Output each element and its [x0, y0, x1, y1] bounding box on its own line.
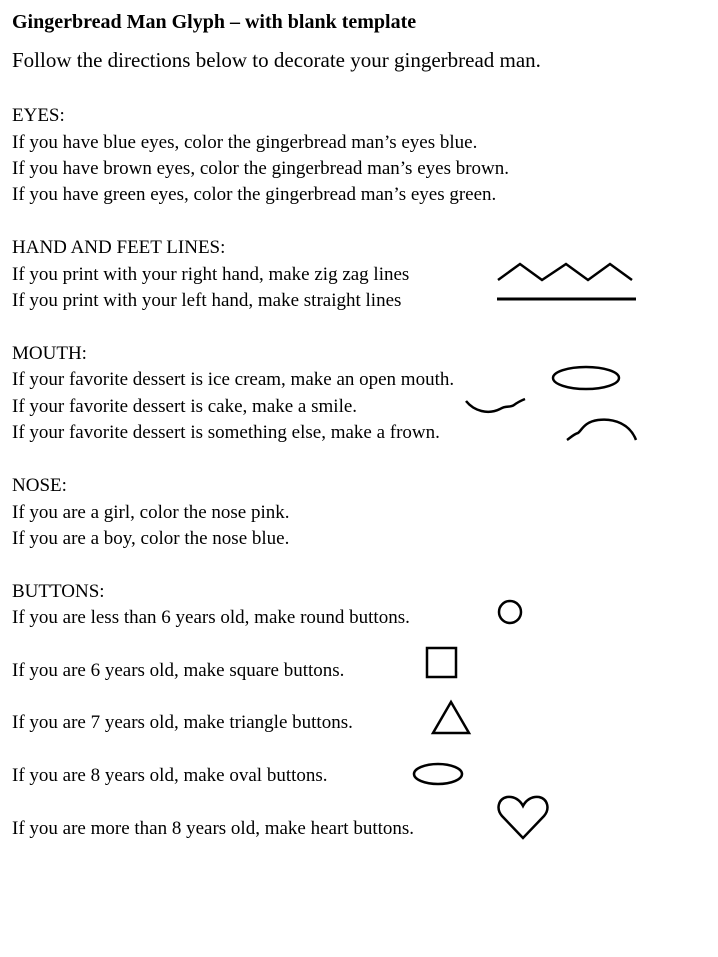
buttons-instruction-round: If you are less than 6 years old, make round buttons. [12, 607, 410, 628]
eyes-instruction-brown: If you have brown eyes, color the gingerbread man’s eyes brown. [12, 158, 510, 179]
straight-line-icon [496, 296, 638, 304]
buttons-instruction-oval: If you are 8 years old, make oval buttons. [12, 765, 328, 786]
buttons-instruction-heart: If you are more than 8 years old, make heart buttons. [12, 818, 415, 839]
square-icon [424, 645, 460, 681]
open-mouth-icon [550, 365, 622, 393]
hand-feet-heading: HAND AND FEET LINES: [12, 237, 226, 258]
oval-icon [410, 760, 466, 788]
mouth-instruction-ice-cream: If your favorite dessert is ice cream, make an open mouth. [12, 369, 455, 390]
triangle-icon [430, 699, 472, 737]
mouth-instruction-other: If your favorite dessert is something else, make a frown. [12, 422, 440, 443]
mouth-heading: MOUTH: [12, 343, 87, 364]
buttons-instruction-square: If you are 6 years old, make square buttons. [12, 660, 345, 681]
buttons-instruction-triangle: If you are 7 years old, make triangle buttons. [12, 712, 353, 733]
heart-icon [496, 794, 550, 842]
eyes-heading: EYES: [12, 105, 65, 126]
zigzag-line-icon [496, 260, 636, 284]
nose-heading: NOSE: [12, 475, 67, 496]
hand-feet-instruction-right: If you print with your right hand, make zig zag lines [12, 264, 410, 285]
eyes-instruction-blue: If you have blue eyes, color the gingerbread man’s eyes blue. [12, 132, 478, 153]
mouth-instruction-cake: If your favorite dessert is cake, make a smile. [12, 396, 358, 417]
eyes-instruction-green: If you have green eyes, color the gingerbread man’s eyes green. [12, 184, 497, 205]
intro-text: Follow the directions below to decorate your gingerbread man. [12, 48, 541, 72]
smile-icon [464, 395, 528, 417]
hand-feet-instruction-left: If you print with your left hand, make straight lines [12, 290, 402, 311]
buttons-heading: BUTTONS: [12, 581, 105, 602]
nose-instruction-girl: If you are a girl, color the nose pink. [12, 502, 290, 523]
nose-instruction-boy: If you are a boy, color the nose blue. [12, 528, 290, 549]
page-title: Gingerbread Man Glyph – with blank template [12, 11, 417, 33]
frown-icon [564, 416, 640, 444]
circle-icon [496, 598, 524, 626]
